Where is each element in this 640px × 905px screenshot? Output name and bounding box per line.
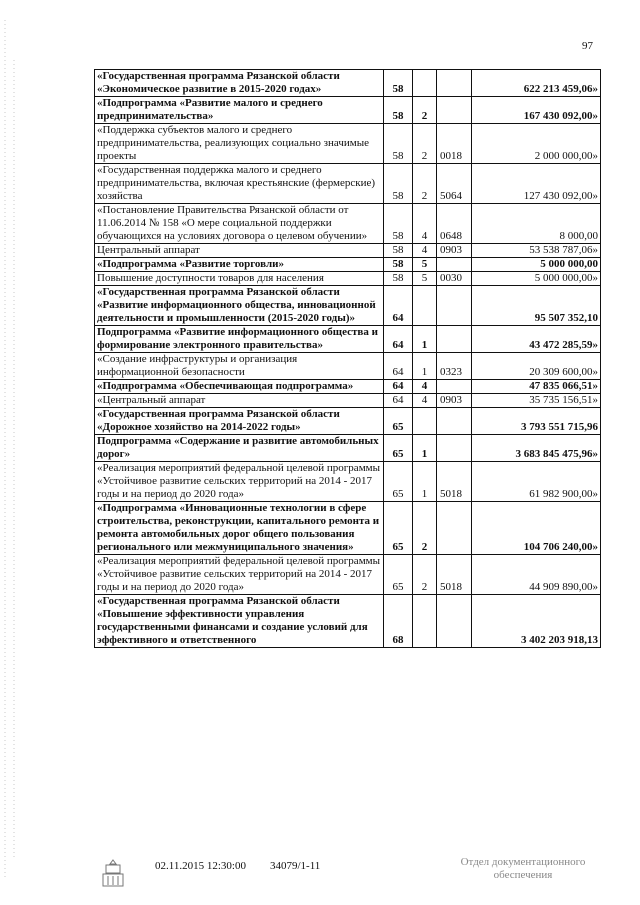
row-subprogram-code: 4: [413, 380, 437, 394]
row-amount: 43 472 285,59»: [472, 326, 601, 353]
row-name: «Подпрограмма «Обеспечивающая подпрограмма»: [95, 380, 384, 394]
footer-department: Отдел документационного обеспечения: [460, 856, 586, 881]
table-row: [95, 595, 601, 648]
table-row: [95, 164, 601, 204]
row-expense-code: 0903: [437, 394, 472, 408]
row-subprogram-code: 1: [413, 353, 437, 380]
row-expense-code: [437, 408, 472, 435]
row-program-code: 65: [384, 435, 413, 462]
row-subprogram-code: [413, 70, 437, 97]
row-subprogram-code: 5: [413, 258, 437, 272]
row-amount: 61 982 900,00»: [472, 462, 601, 502]
row-name: «Центральный аппарат: [95, 394, 384, 408]
row-subprogram-code: 1: [413, 326, 437, 353]
row-subprogram-code: 2: [413, 502, 437, 555]
row-amount: 44 909 890,00»: [472, 555, 601, 595]
row-subprogram-code: 2: [413, 97, 437, 124]
row-program-code: 58: [384, 258, 413, 272]
footer-date: 02.11.2015 12:30:00: [155, 860, 246, 872]
row-subprogram-code: 2: [413, 164, 437, 204]
row-amount: 104 706 240,00»: [472, 502, 601, 555]
row-name: Подпрограмма «Содержание и развитие автомобильных дорог»: [95, 435, 384, 462]
row-amount: 5 000 000,00»: [472, 272, 601, 286]
row-expense-code: 5064: [437, 164, 472, 204]
row-subprogram-code: 1: [413, 462, 437, 502]
row-amount: 127 430 092,00»: [472, 164, 601, 204]
row-program-code: 58: [384, 244, 413, 258]
row-name: «Государственная программа Рязанской области «Экономическое развитие в 2015-2020 годах»: [95, 70, 384, 97]
row-amount: 95 507 352,10: [472, 286, 601, 326]
row-subprogram-code: 4: [413, 244, 437, 258]
row-expense-code: 0903: [437, 244, 472, 258]
row-subprogram-code: [413, 286, 437, 326]
row-program-code: 58: [384, 97, 413, 124]
document-logo: [99, 858, 127, 888]
row-name: «Государственная программа Рязанской области «Повышение эффективности управления государственными финансами и создание условий для эффективного и ответственного: [95, 595, 384, 648]
row-amount: 35 735 156,51»: [472, 394, 601, 408]
footer-document-id: 34079/1-11: [270, 860, 321, 872]
table-row: [95, 353, 601, 380]
row-name: «Реализация мероприятий федеральной целевой программы «Устойчивое развитие сельских территорий на 2014 - 2017 годы и на период до 2020 года»: [95, 462, 384, 502]
table-row: [95, 272, 601, 286]
row-subprogram-code: 4: [413, 204, 437, 244]
table-body: [95, 70, 601, 648]
row-program-code: 64: [384, 394, 413, 408]
row-amount: 5 000 000,00: [472, 258, 601, 272]
row-expense-code: 0030: [437, 272, 472, 286]
row-name: «Подпрограмма «Развитие малого и среднего предпринимательства»: [95, 97, 384, 124]
page-number: 97: [582, 40, 593, 52]
row-expense-code: 0648: [437, 204, 472, 244]
table-row: [95, 244, 601, 258]
row-amount: 3 402 203 918,13: [472, 595, 601, 648]
table-row: [95, 408, 601, 435]
table-row: [95, 380, 601, 394]
row-subprogram-code: 1: [413, 435, 437, 462]
row-amount: 20 309 600,00»: [472, 353, 601, 380]
table-row: [95, 502, 601, 555]
row-subprogram-code: 5: [413, 272, 437, 286]
table-row: [95, 70, 601, 97]
row-expense-code: [437, 286, 472, 326]
row-name: «Подпрограмма «Развитие торговли»: [95, 258, 384, 272]
row-name: «Государственная поддержка малого и среднего предпринимательства, включая крестьянские (фермерские) хозяйства: [95, 164, 384, 204]
row-amount: 2 000 000,00»: [472, 124, 601, 164]
row-subprogram-code: [413, 408, 437, 435]
row-amount: 3 683 845 475,96»: [472, 435, 601, 462]
row-amount: 8 000,00: [472, 204, 601, 244]
row-program-code: 64: [384, 286, 413, 326]
table-row: [95, 204, 601, 244]
row-expense-code: [437, 380, 472, 394]
row-amount: 53 538 787,06»: [472, 244, 601, 258]
row-expense-code: 5018: [437, 462, 472, 502]
row-name: «Реализация мероприятий федеральной целевой программы «Устойчивое развитие сельских территорий на 2014 - 2017 годы и на период до 2020 года»: [95, 555, 384, 595]
row-expense-code: [437, 595, 472, 648]
row-amount: 47 835 066,51»: [472, 380, 601, 394]
row-expense-code: [437, 502, 472, 555]
table-row: [95, 555, 601, 595]
row-subprogram-code: 2: [413, 124, 437, 164]
row-name: «Государственная программа Рязанской области «Дорожное хозяйство на 2014-2022 годы»: [95, 408, 384, 435]
row-name: «Поддержка субъектов малого и среднего предпринимательства, реализующих социально значимые проекты: [95, 124, 384, 164]
row-program-code: 64: [384, 380, 413, 394]
row-subprogram-code: 2: [413, 555, 437, 595]
row-expense-code: [437, 326, 472, 353]
row-program-code: 65: [384, 502, 413, 555]
row-expense-code: [437, 70, 472, 97]
table-row: [95, 286, 601, 326]
row-name: «Постановление Правительства Рязанской области от 11.06.2014 № 158 «О мере социальной поддержки обучающихся на условиях договора о целевом обучении»: [95, 204, 384, 244]
row-amount: 622 213 459,06»: [472, 70, 601, 97]
table-row: [95, 97, 601, 124]
row-amount: 3 793 551 715,96: [472, 408, 601, 435]
row-program-code: 65: [384, 555, 413, 595]
row-program-code: 58: [384, 272, 413, 286]
row-name: «Государственная программа Рязанской области «Развитие информационного общества, инновационной деятельности и промышленности (2015-2020 годы)»: [95, 286, 384, 326]
row-expense-code: 0323: [437, 353, 472, 380]
row-program-code: 65: [384, 408, 413, 435]
row-expense-code: [437, 258, 472, 272]
row-program-code: 58: [384, 164, 413, 204]
table-row: [95, 435, 601, 462]
table-row: [95, 462, 601, 502]
table-row: [95, 394, 601, 408]
row-program-code: 68: [384, 595, 413, 648]
row-name: Подпрограмма «Развитие информационного общества и формирование электронного правительства»: [95, 326, 384, 353]
row-expense-code: 5018: [437, 555, 472, 595]
row-program-code: 58: [384, 70, 413, 97]
row-program-code: 64: [384, 326, 413, 353]
budget-table: [94, 69, 601, 648]
row-subprogram-code: [413, 595, 437, 648]
row-program-code: 64: [384, 353, 413, 380]
row-subprogram-code: 4: [413, 394, 437, 408]
row-program-code: 58: [384, 204, 413, 244]
row-amount: 167 430 092,00»: [472, 97, 601, 124]
table-row: [95, 326, 601, 353]
row-expense-code: 0018: [437, 124, 472, 164]
row-name: «Создание инфраструктуры и организация информационной безопасности: [95, 353, 384, 380]
row-name: «Подпрограмма «Инновационные технологии в сфере строительства, реконструкции, капитального ремонта и ремонта автомобильных дорог общего пользования регионального или межмуниципального значения»: [95, 502, 384, 555]
table-row: [95, 124, 601, 164]
row-name: Повышение доступности товаров для населения: [95, 272, 384, 286]
row-program-code: 58: [384, 124, 413, 164]
row-name: Центральный аппарат: [95, 244, 384, 258]
row-expense-code: [437, 435, 472, 462]
row-program-code: 65: [384, 462, 413, 502]
table-row: [95, 258, 601, 272]
row-expense-code: [437, 97, 472, 124]
